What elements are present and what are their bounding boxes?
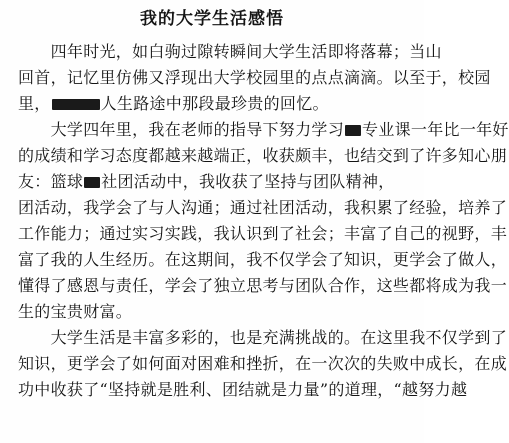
text-line [18, 196, 508, 220]
text-line-part: 工作能力；通过实习实践，我认识到了社会；丰富了自己的视野，丰 [18, 224, 508, 243]
text-line-part: 友：篮球 [18, 172, 84, 191]
text-line-part: 大学生活是丰富多彩的，也是充满挑战的。在这里我不仅学到了 [18, 328, 508, 347]
text-line [18, 118, 509, 142]
text-line-part: 知识，更学会了如何面对困难和挫折，在一次次的失败中成长，在成 [18, 354, 508, 373]
text-line [18, 326, 508, 350]
text-line [18, 170, 410, 194]
text-line [18, 300, 410, 324]
text-line-part: 团活动，我学会了与人沟通；通过社团活动，我积累了经验，培养了 [18, 198, 508, 217]
text-line-part: 人生路途中那段最珍贵的回忆。 [100, 94, 329, 113]
text-line-part: 富了我的人生经历。在这期间，我不仅学会了知识，更学会了做人， [18, 250, 508, 269]
redaction-bar [84, 177, 100, 188]
text-line-part: 回首，记忆里仿佛又浮现出大学校园里的点点滴滴。以至于，校园 [18, 68, 491, 87]
text-line [18, 352, 508, 376]
text-line [18, 222, 508, 246]
text-line-part: 专业课一年比一年好 [362, 120, 509, 139]
text-line-part: 社团活动中，我收获了坚持与团队精神， [101, 172, 395, 191]
text-line-part: 生的宝贵财富。 [18, 302, 133, 321]
text-line-part: 功中收获了“坚持就是胜利、团结就是力量”的道理，“越努力越 [18, 380, 468, 399]
text-line [18, 274, 508, 298]
document-title: 我的大学生活感悟 [140, 9, 284, 29]
redaction-bar [52, 99, 100, 110]
text-line [18, 66, 491, 90]
text-line-part: 里， [18, 94, 51, 113]
text-line [18, 40, 442, 64]
text-line [18, 144, 508, 168]
redaction-bar [345, 125, 361, 136]
text-line-part: 四年时光，如白驹过隙转瞬间大学生活即将落幕；当山 [18, 42, 442, 61]
text-line-part: 大学四年里，我在老师的指导下努力学习 [18, 120, 345, 139]
text-line [18, 248, 508, 272]
text-line-part: 的成绩和学习态度都越来越端正，收获颇丰，也结交到了许多知心朋 [18, 146, 508, 165]
text-line [18, 92, 410, 116]
text-line [18, 378, 468, 402]
text-line-part: 懂得了感恩与责任，学会了独立思考与团队合作，这些都将成为我一 [18, 276, 508, 295]
